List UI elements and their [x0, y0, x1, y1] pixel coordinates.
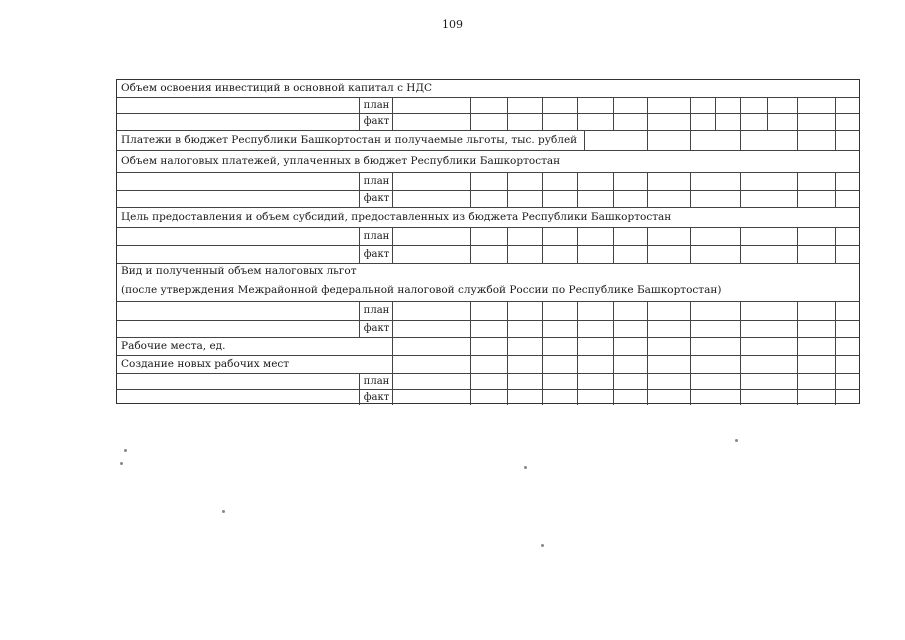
section-tax-payments-label: Объем налоговых платежей, уплаченных в бюджет Республики Башкортостан [121, 155, 561, 167]
fact-label: факт [363, 392, 390, 403]
section-new-jobs-label: Создание новых рабочих мест [121, 358, 290, 370]
section-jobs-label: Рабочие места, ед. [121, 340, 226, 352]
section-tax-payments [117, 150, 859, 172]
section-tax-benefits [117, 263, 859, 301]
page-number: 109 [442, 18, 463, 31]
plan-label: план [363, 231, 390, 242]
section-investments [117, 80, 859, 97]
section-investments-label: Объем освоения инвестиций в основной капитал с НДС [121, 82, 433, 94]
fact-label: факт [363, 116, 390, 127]
section-subsidies-label: Цель предоставления и объем субсидий, предоставленных из бюджета Республики Башкортостан [121, 211, 672, 223]
section-jobs [117, 337, 859, 355]
scan-speck [124, 449, 127, 452]
section-tax-benefits-label: Вид и полученный объем налоговых льгот [121, 265, 357, 277]
plan-label: план [363, 100, 390, 111]
fact-label: факт [363, 249, 390, 260]
section-subsidies [117, 207, 859, 227]
plan-label: план [363, 305, 390, 316]
section-payments-label: Платежи в бюджет Республики Башкортостан и получаемые льготы, тыс. рублей [121, 134, 578, 146]
plan-label: план [363, 176, 390, 187]
scan-speck [120, 462, 123, 465]
plan-label: план [363, 376, 390, 387]
scan-speck [541, 544, 544, 547]
section-tax-benefits-note: (после утверждения Межрайонной федеральной налоговой службой России по Республике Башкортостан) [121, 284, 722, 296]
scan-speck [524, 466, 527, 469]
fact-label: факт [363, 193, 390, 204]
report-form-table [116, 79, 860, 404]
scan-speck [222, 510, 225, 513]
section-new-jobs [117, 355, 859, 373]
section-payments [117, 130, 859, 150]
fact-label: факт [363, 323, 390, 334]
scan-speck [735, 439, 738, 442]
